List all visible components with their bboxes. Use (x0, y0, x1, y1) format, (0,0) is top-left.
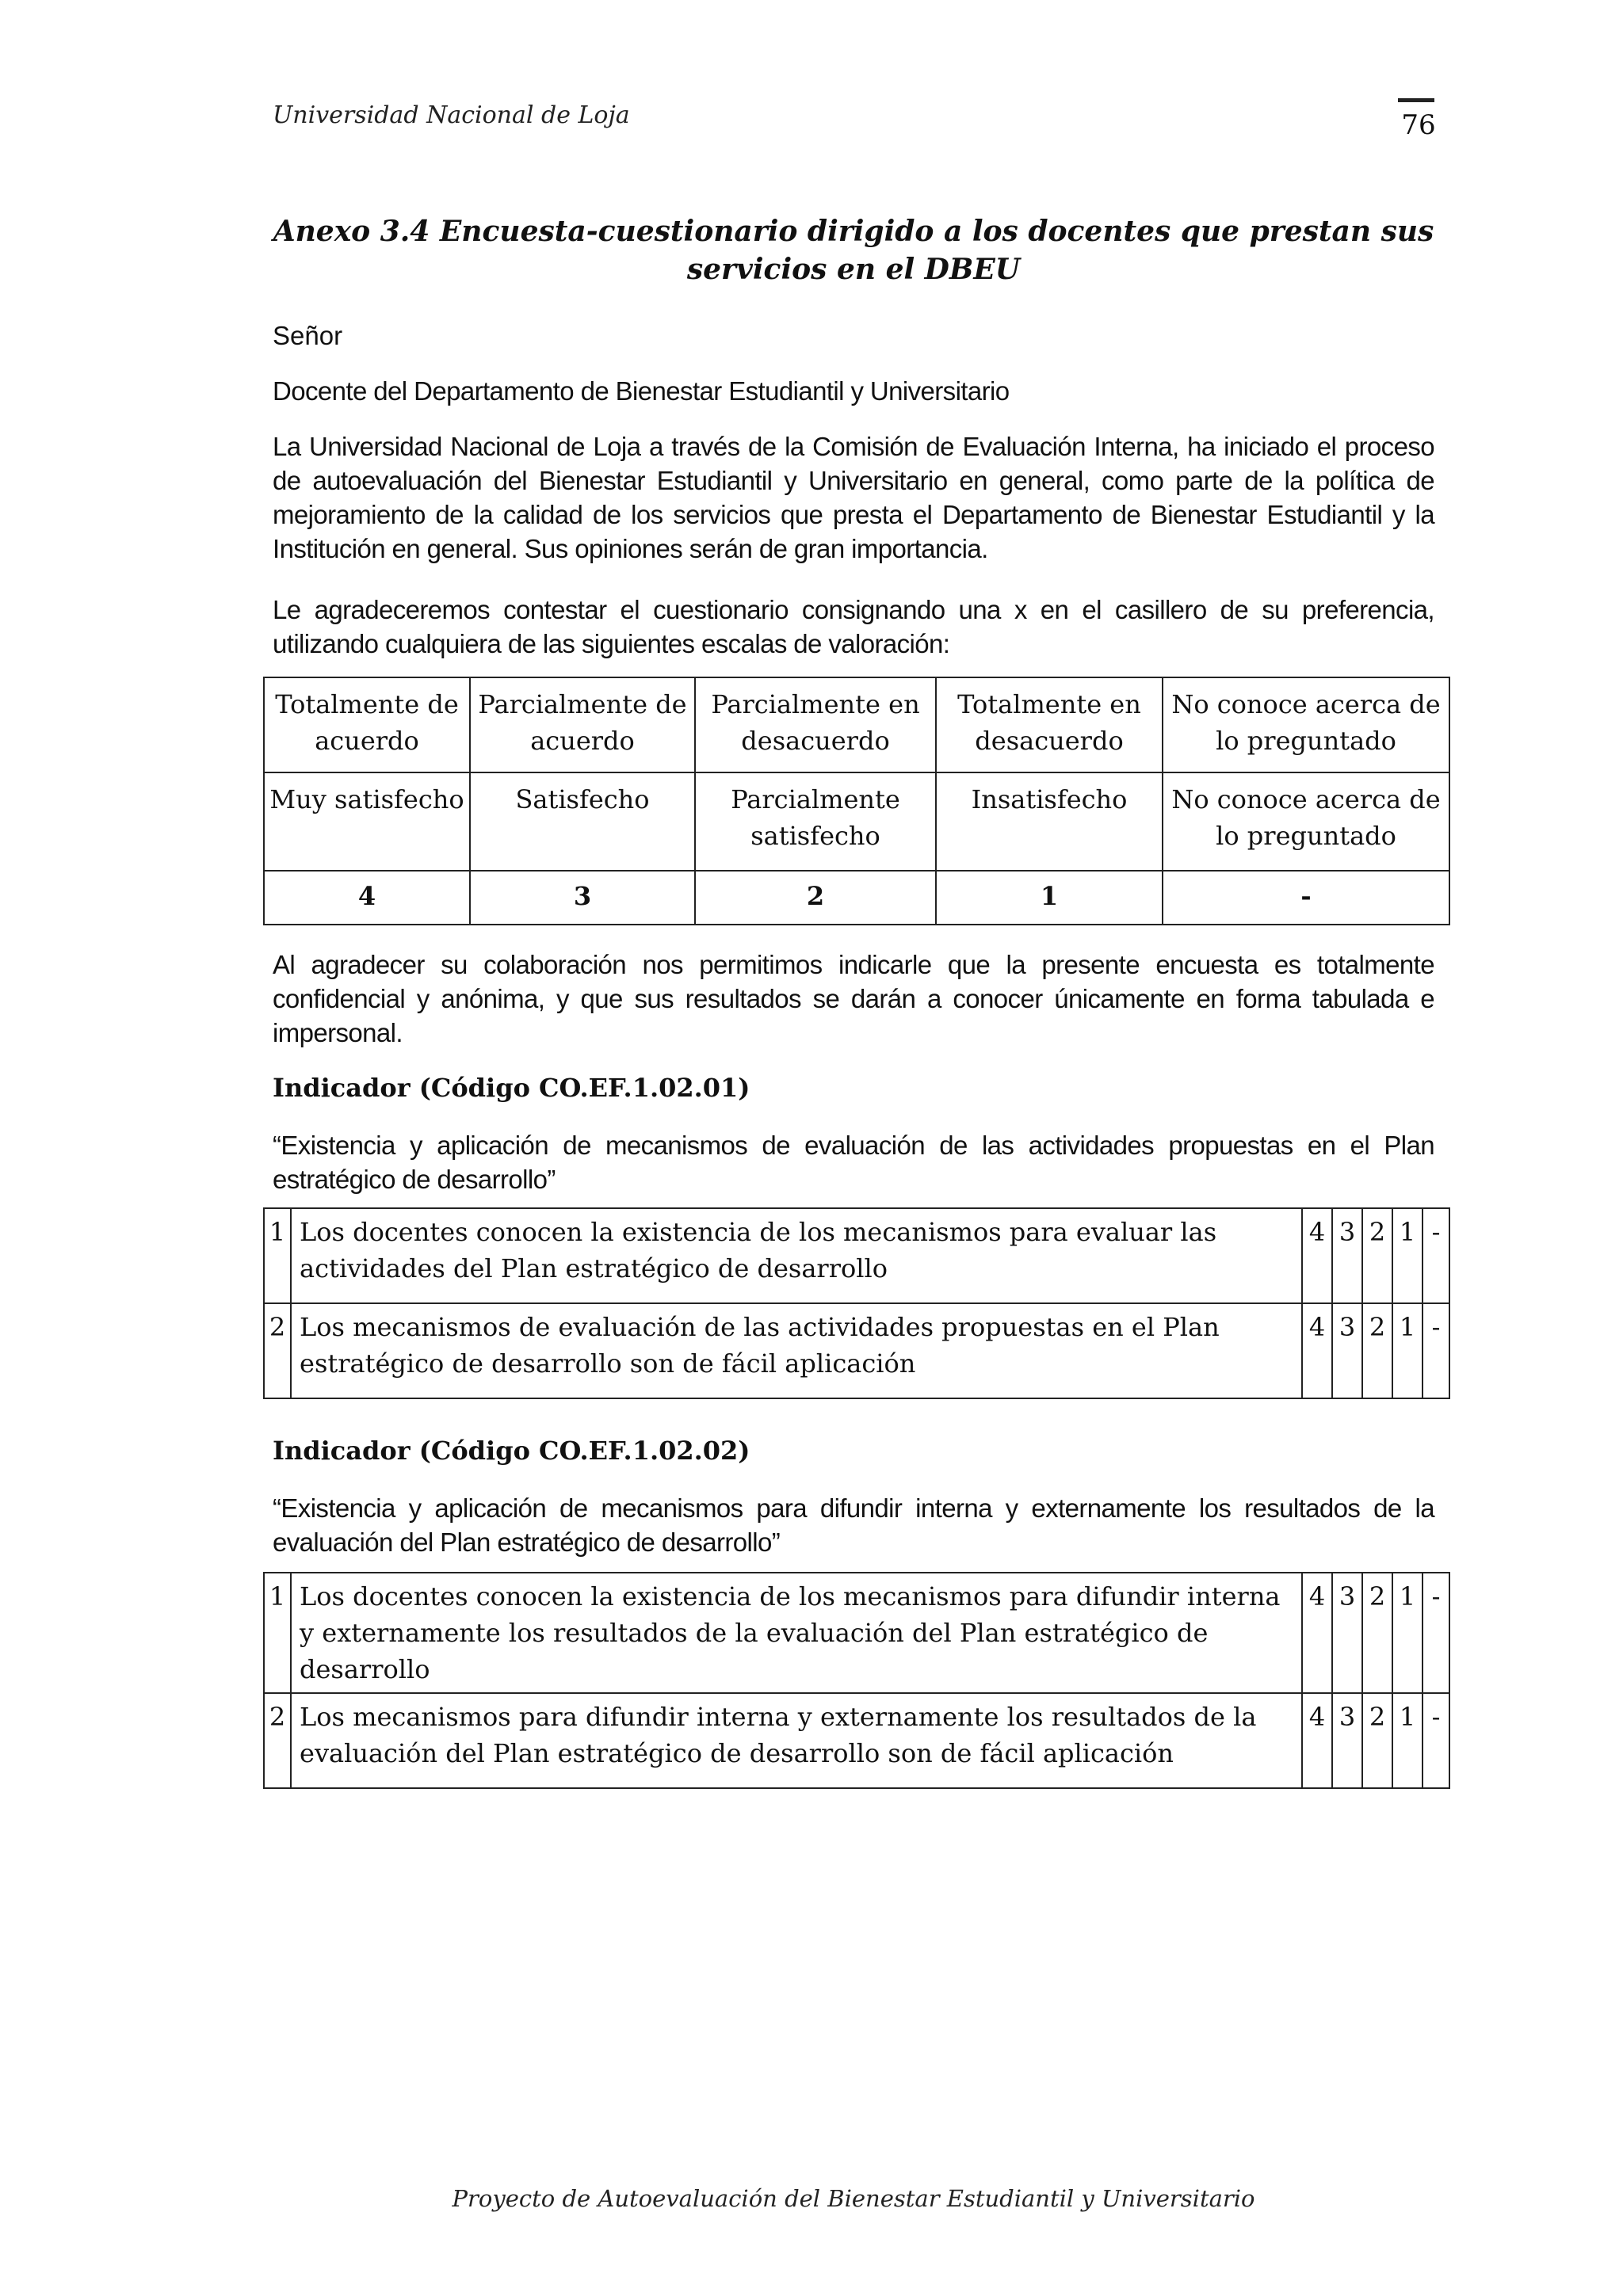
scale-row-values (264, 871, 1449, 925)
answer-option[interactable]: 1 (1392, 1693, 1423, 1788)
question-row (264, 1208, 1449, 1303)
answer-option[interactable]: 2 (1362, 1573, 1392, 1693)
answer-option[interactable]: 3 (1332, 1573, 1362, 1693)
answer-option[interactable]: 1 (1392, 1303, 1423, 1398)
answer-option[interactable]: 2 (1362, 1208, 1392, 1303)
answer-option[interactable]: 3 (1332, 1208, 1362, 1303)
question-text: Los docentes conocen la existencia de los mecanismos para difundir interna y externamente los resultados de la evaluación del Plan estratégico de desarrollo (291, 1573, 1302, 1693)
running-header: Universidad Nacional de Loja (273, 101, 630, 129)
scale-cell: Parcialmente en desacuerdo (695, 677, 936, 772)
page-number: 76 (1401, 109, 1436, 141)
intro-paragraph: La Universidad Nacional de Loja a través de la Comisión de Evaluación Interna, ha iniciado el proceso de autoevaluación del Bienestar Estudiantil y Universitario en general, como parte de la política de mejoramiento de la calidad de los servicios que presta el Departamento de Bienestar Estudiantil y la Institución en general. Sus opiniones serán de gran importancia. (273, 432, 1434, 563)
question-number: 2 (264, 1693, 291, 1788)
annex-title: Anexo 3.4 Encuesta-cuestionario dirigido a los docentes que prestan sus servicios en el DBEU (273, 215, 1434, 286)
scale-value: 3 (470, 871, 695, 925)
running-footer: Proyecto de Autoevaluación del Bienestar Estudiantil y Universitario (452, 2185, 1255, 2212)
answer-option[interactable]: 4 (1302, 1693, 1332, 1788)
confidentiality-paragraph: Al agradecer su colaboración nos permitimos indicarle que la presente encuesta es totalmente confidencial y anónima, y que sus resultados se darán a conocer únicamente en forma tabulada e impersonal. (273, 950, 1434, 1047)
indicator-description: “Existencia y aplicación de mecanismos de evaluación de las actividades propuestas en el Plan estratégico de desarrollo” (273, 1131, 1434, 1194)
answer-option[interactable]: 1 (1392, 1573, 1423, 1693)
scale-value: - (1163, 871, 1449, 925)
addressee: Docente del Departamento de Bienestar Estudiantil y Universitario (273, 376, 1010, 406)
scale-cell: No conoce acerca de lo preguntado (1163, 772, 1449, 871)
answer-option[interactable]: 3 (1332, 1693, 1362, 1788)
answer-option[interactable]: 4 (1302, 1208, 1332, 1303)
question-row (264, 1693, 1449, 1788)
scale-cell: Muy satisfecho (264, 772, 470, 871)
question-text: Los mecanismos para difundir interna y externamente los resultados de la evaluación del Plan estratégico de desarrollo son de fácil aplicación (291, 1693, 1302, 1788)
page-number-rule (1398, 98, 1434, 102)
question-text: Los docentes conocen la existencia de los mecanismos para evaluar las actividades del Plan estratégico de desarrollo (291, 1208, 1302, 1303)
question-table (263, 1572, 1450, 1789)
question-table (263, 1207, 1450, 1399)
answer-option[interactable]: 4 (1302, 1303, 1332, 1398)
scale-cell: Totalmente en desacuerdo (936, 677, 1163, 772)
answer-option[interactable]: - (1423, 1693, 1449, 1788)
scale-cell: Insatisfecho (936, 772, 1163, 871)
question-text: Los mecanismos de evaluación de las actividades propuestas en el Plan estratégico de desarrollo son de fácil aplicación (291, 1303, 1302, 1398)
question-number: 1 (264, 1208, 291, 1303)
scale-value: 2 (695, 871, 936, 925)
salutation: Señor (273, 321, 343, 350)
scale-cell: No conoce acerca de lo preguntado (1163, 677, 1449, 772)
question-row (264, 1573, 1449, 1693)
answer-option[interactable]: 2 (1362, 1693, 1392, 1788)
indicator-code: Indicador (Código CO.EF.1.02.02) (273, 1436, 750, 1466)
indicator-description: “Existencia y aplicación de mecanismos para difundir interna y externamente los resultados de la evaluación del Plan estratégico de desarrollo” (273, 1493, 1434, 1557)
scale-cell: Parcialmente de acuerdo (470, 677, 695, 772)
answer-option[interactable]: 3 (1332, 1303, 1362, 1398)
scale-value: 1 (936, 871, 1163, 925)
rating-scale-table (263, 677, 1450, 925)
indicator-code: Indicador (Código CO.EF.1.02.01) (273, 1073, 750, 1103)
scale-cell: Parcialmente satisfecho (695, 772, 936, 871)
answer-option[interactable]: - (1423, 1573, 1449, 1693)
answer-option[interactable]: - (1423, 1303, 1449, 1398)
scale-row-agreement (264, 677, 1449, 772)
question-number: 2 (264, 1303, 291, 1398)
answer-option[interactable]: 4 (1302, 1573, 1332, 1693)
scale-cell: Totalmente de acuerdo (264, 677, 470, 772)
answer-option[interactable]: 1 (1392, 1208, 1423, 1303)
scale-value: 4 (264, 871, 470, 925)
question-number: 1 (264, 1573, 291, 1693)
answer-option[interactable]: - (1423, 1208, 1449, 1303)
scale-cell: Satisfecho (470, 772, 695, 871)
answer-option[interactable]: 2 (1362, 1303, 1392, 1398)
instructions-paragraph: Le agradeceremos contestar el cuestionario consignando una x en el casillero de su preferencia, utilizando cualquiera de las siguientes escalas de valoración: (273, 595, 1434, 658)
scale-row-satisfaction (264, 772, 1449, 871)
question-row (264, 1303, 1449, 1398)
